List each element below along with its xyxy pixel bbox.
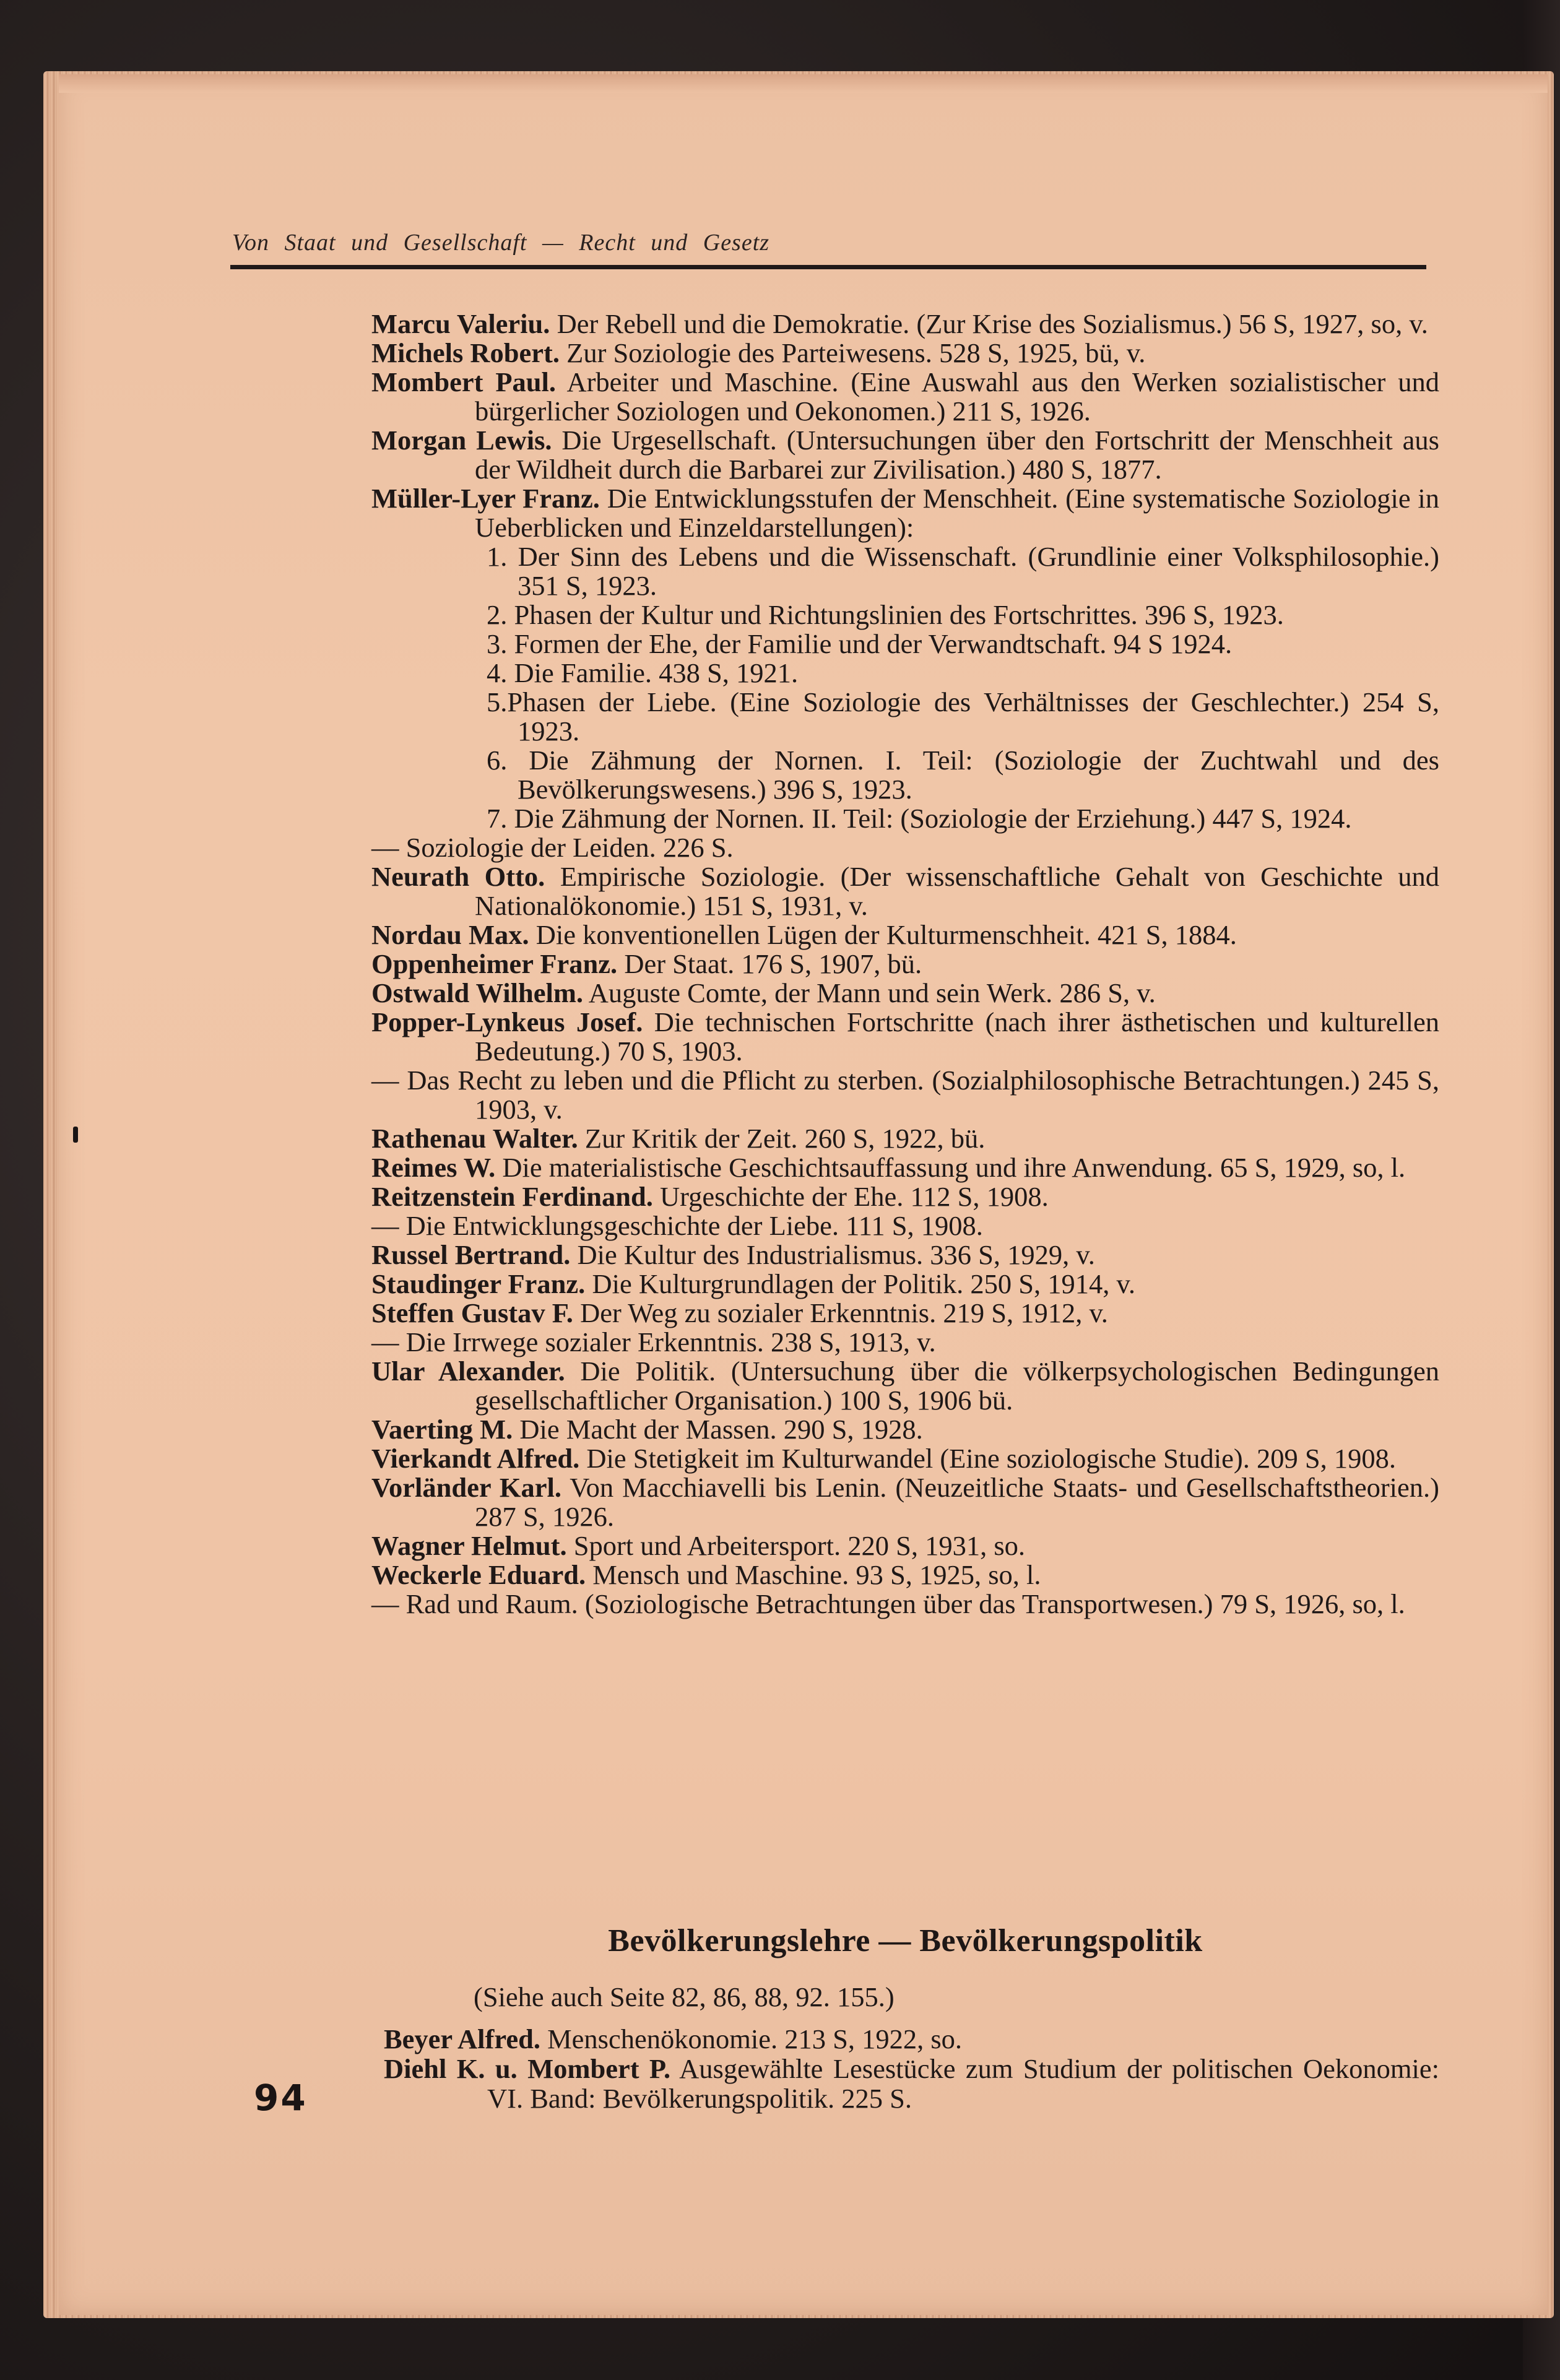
entry-author: Mombert Paul. — [371, 366, 556, 397]
entry-text: Ausgewählte Lesestücke zum Studium der politischen Oekonomie: VI. Band: Bevölkerungspolitik. 225 S. — [487, 2053, 1439, 2114]
entry-text: Die materialistische Geschichtsauffassung und ihre Anwendung. 65 S, 1929, so, l. — [495, 1152, 1406, 1183]
entry-author: Rathenau Walter. — [371, 1123, 578, 1154]
entry-author: Morgan Lewis. — [371, 425, 552, 456]
page-number: 94 — [254, 2077, 308, 2119]
entry-text: Zur Soziologie des Parteiwesens. 528 S, 1925, bü, v. — [560, 337, 1146, 368]
entry-text: Die konventionellen Lügen der Kulturmenschheit. 421 S, 1884. — [529, 919, 1237, 950]
bibliography-entry — [371, 1066, 1439, 1124]
bibliography-entry — [371, 1328, 1439, 1357]
bibliography-entry — [371, 1444, 1439, 1473]
page-top-edge — [59, 74, 1548, 93]
bibliography-list — [371, 309, 1439, 1619]
sub-entry: 1. Der Sinn des Lebens und die Wissenschaft. (Grundlinie einer Volksphilosophie.) 351 S, 1923. — [487, 541, 1439, 601]
sub-entry: 3. Formen der Ehe, der Familie und der Verwandtschaft. 94 S 1924. — [487, 628, 1233, 659]
bibliography-entry — [384, 2054, 1439, 2113]
entry-author: Wagner Helmut. — [371, 1530, 567, 1561]
entry-author: Russel Bertrand. — [371, 1239, 571, 1270]
bibliography-entry — [371, 309, 1439, 339]
entry-text: — Rad und Raum. (Soziologische Betrachtungen über das Transportwesen.) 79 S, 1926, so, l. — [371, 1588, 1405, 1619]
bibliography-entry — [371, 1590, 1439, 1619]
running-head: Von Staat und Gesellschaft — Recht und Gesetz — [232, 230, 770, 256]
bibliography-entry — [371, 484, 1439, 542]
entry-author: Staudinger Franz. — [371, 1268, 586, 1299]
entry-text: Die Macht der Massen. 290 S, 1928. — [513, 1414, 923, 1445]
bibliography-entry — [371, 1415, 1439, 1444]
entry-text: Empirische Soziologie. (Der wissenschaftliche Gehalt von Geschichte und Nationalökonomie.) 151 S, 1931, v. — [475, 861, 1439, 921]
bibliography-entry — [371, 1182, 1439, 1211]
bibliography-entry — [371, 1240, 1439, 1270]
entry-author: Ostwald Wilhelm. — [371, 977, 584, 1008]
entry-text: Zur Kritik der Zeit. 260 S, 1922, bü. — [578, 1123, 986, 1154]
entry-author: Oppenheimer Franz. — [371, 948, 618, 979]
entry-author: Steffen Gustav F. — [371, 1297, 573, 1328]
bibliography-entry — [371, 1008, 1439, 1066]
sub-entry: 4. Die Familie. 438 S, 1921. — [487, 657, 799, 688]
entry-text: Die Entwicklungsstufen der Menschheit. (Eine systematische Soziologie in Ueberblicken und Einzeldarstellungen): — [475, 483, 1439, 543]
entry-author: Diehl K. u. Mombert P. — [384, 2053, 671, 2084]
sub-entry: 5.Phasen der Liebe. (Eine Soziologie des Verhältnisses der Geschlechter.) 254 S, 1923. — [487, 686, 1439, 746]
entry-text: Arbeiter und Maschine. (Eine Auswahl aus den Werken sozialistischer und bürgerlicher Soziologen und Oekonomen.) 211 S, 1926. — [475, 366, 1439, 426]
entry-author: Reimes W. — [371, 1152, 496, 1183]
entry-author: Vaerting M. — [371, 1414, 513, 1445]
bibliography-entry — [371, 1357, 1439, 1415]
section-note: (Siehe auch Seite 82, 86, 88, 92. 155.) — [474, 1981, 895, 2012]
entry-author: Michels Robert. — [371, 337, 560, 368]
entry-author: Weckerle Eduard. — [371, 1559, 586, 1590]
entry-text: Auguste Comte, der Mann und sein Werk. 286 S, v. — [583, 977, 1156, 1008]
bibliography-entry — [371, 1299, 1439, 1328]
entry-text: Der Weg zu sozialer Erkenntnis. 219 S, 1912, v. — [573, 1297, 1108, 1328]
entry-text: Die Politik. (Untersuchung über die völkerpsychologischen Bedingungen gesellschaftlicher Organisation.) 100 S, 1906 bü. — [475, 1356, 1439, 1416]
entry-text: Der Rebell und die Demokratie. (Zur Krise des Sozialismus.) 56 S, 1927, so, v. — [550, 308, 1428, 339]
entry-text: Die Kulturgrundlagen der Politik. 250 S, 1914, v. — [585, 1268, 1136, 1299]
section-heading: Bevölkerungslehre — Bevölkerungspolitik — [608, 1923, 1203, 1958]
bibliography-entry — [371, 1124, 1439, 1153]
bibliography-entry — [371, 1531, 1439, 1560]
bibliography-list-2 — [384, 2024, 1439, 2113]
entry-text: — Die Entwicklungsgeschichte der Liebe. 111 S, 1908. — [371, 1210, 983, 1241]
entry-text: Die Urgesellschaft. (Untersuchungen über den Fortschritt der Menschheit aus der Wildheit durch die Barbarei zur Zivilisation.) 480 S, 1877. — [475, 425, 1439, 485]
bibliography-entry — [371, 426, 1439, 484]
bibliography-entry — [371, 1473, 1439, 1531]
entry-text: Mensch und Maschine. 93 S, 1925, so, l. — [586, 1559, 1041, 1590]
bibliography-entry — [371, 1270, 1439, 1299]
entry-text: Sport und Arbeitersport. 220 S, 1931, so. — [566, 1530, 1026, 1561]
entry-text: — Soziologie der Leiden. 226 S. — [371, 832, 734, 863]
entry-text: — Die Irrwege sozialer Erkenntnis. 238 S, 1913, v. — [371, 1326, 936, 1357]
entry-text: — Das Recht zu leben und die Pflicht zu sterben. (Sozialphilosophische Betrachtungen.) 245 S, 1903, v. — [371, 1065, 1439, 1125]
entry-author: Marcu Valeriu. — [371, 308, 550, 339]
bibliography-entry — [384, 2024, 1439, 2054]
entry-author: Beyer Alfred. — [384, 2023, 540, 2054]
bibliography-entry — [371, 862, 1439, 920]
entry-author: Reitzenstein Ferdinand. — [371, 1181, 653, 1212]
bibliography-entry — [371, 920, 1439, 950]
bibliography-entry — [371, 833, 1439, 862]
bibliography-entry — [371, 979, 1439, 1008]
entry-author: Müller-Lyer Franz. — [371, 483, 600, 514]
sub-entry: 6. Die Zähmung der Nornen. I. Teil: (Soziologie der Zuchtwahl und des Bevölkerungswesens.) 396 S, 1923. — [487, 745, 1439, 805]
entry-author: Vorländer Karl. — [371, 1472, 561, 1503]
entry-author: Ular Alexander. — [371, 1356, 565, 1387]
entry-text: Der Staat. 176 S, 1907, bü. — [617, 948, 922, 979]
sub-entry: 2. Phasen der Kultur und Richtungslinien des Fortschrittes. 396 S, 1923. — [487, 599, 1284, 630]
entry-text: Von Macchiavelli bis Lenin. (Neuzeitliche Staats- und Gesellschaftstheorien.) 287 S, 1926. — [475, 1472, 1439, 1532]
header-rule — [230, 265, 1426, 269]
entry-author: Nordau Max. — [371, 919, 529, 950]
entry-text: Die Stetigkeit im Kulturwandel (Eine soziologische Studie). 209 S, 1908. — [579, 1443, 1396, 1474]
bibliography-entry — [371, 1560, 1439, 1590]
entry-author: Popper-Lynkeus Josef. — [371, 1006, 643, 1037]
entry-text: Die technischen Fortschritte (nach ihrer ästhetischen und kulturellen Bedeutung.) 70 S, 1903. — [475, 1006, 1439, 1067]
bibliography-entry — [371, 950, 1439, 979]
sub-entry: 7. Die Zähmung der Nornen. II. Teil: (Soziologie der Erziehung.) 447 S, 1924. — [487, 803, 1352, 834]
bibliography-entry — [371, 368, 1439, 426]
entry-text: Die Kultur des Industrialismus. 336 S, 1929, v. — [570, 1239, 1095, 1270]
bibliography-entry — [371, 1153, 1439, 1182]
entry-author: Neurath Otto. — [371, 861, 545, 892]
bibliography-entry — [371, 1211, 1439, 1240]
entry-author: Vierkandt Alfred. — [371, 1443, 580, 1474]
bibliography-entry — [371, 339, 1439, 368]
spine-mark — [73, 1127, 78, 1143]
entry-text: Urgeschichte der Ehe. 112 S, 1908. — [652, 1181, 1049, 1212]
entry-text: Menschenökonomie. 213 S, 1922, so. — [540, 2023, 963, 2054]
